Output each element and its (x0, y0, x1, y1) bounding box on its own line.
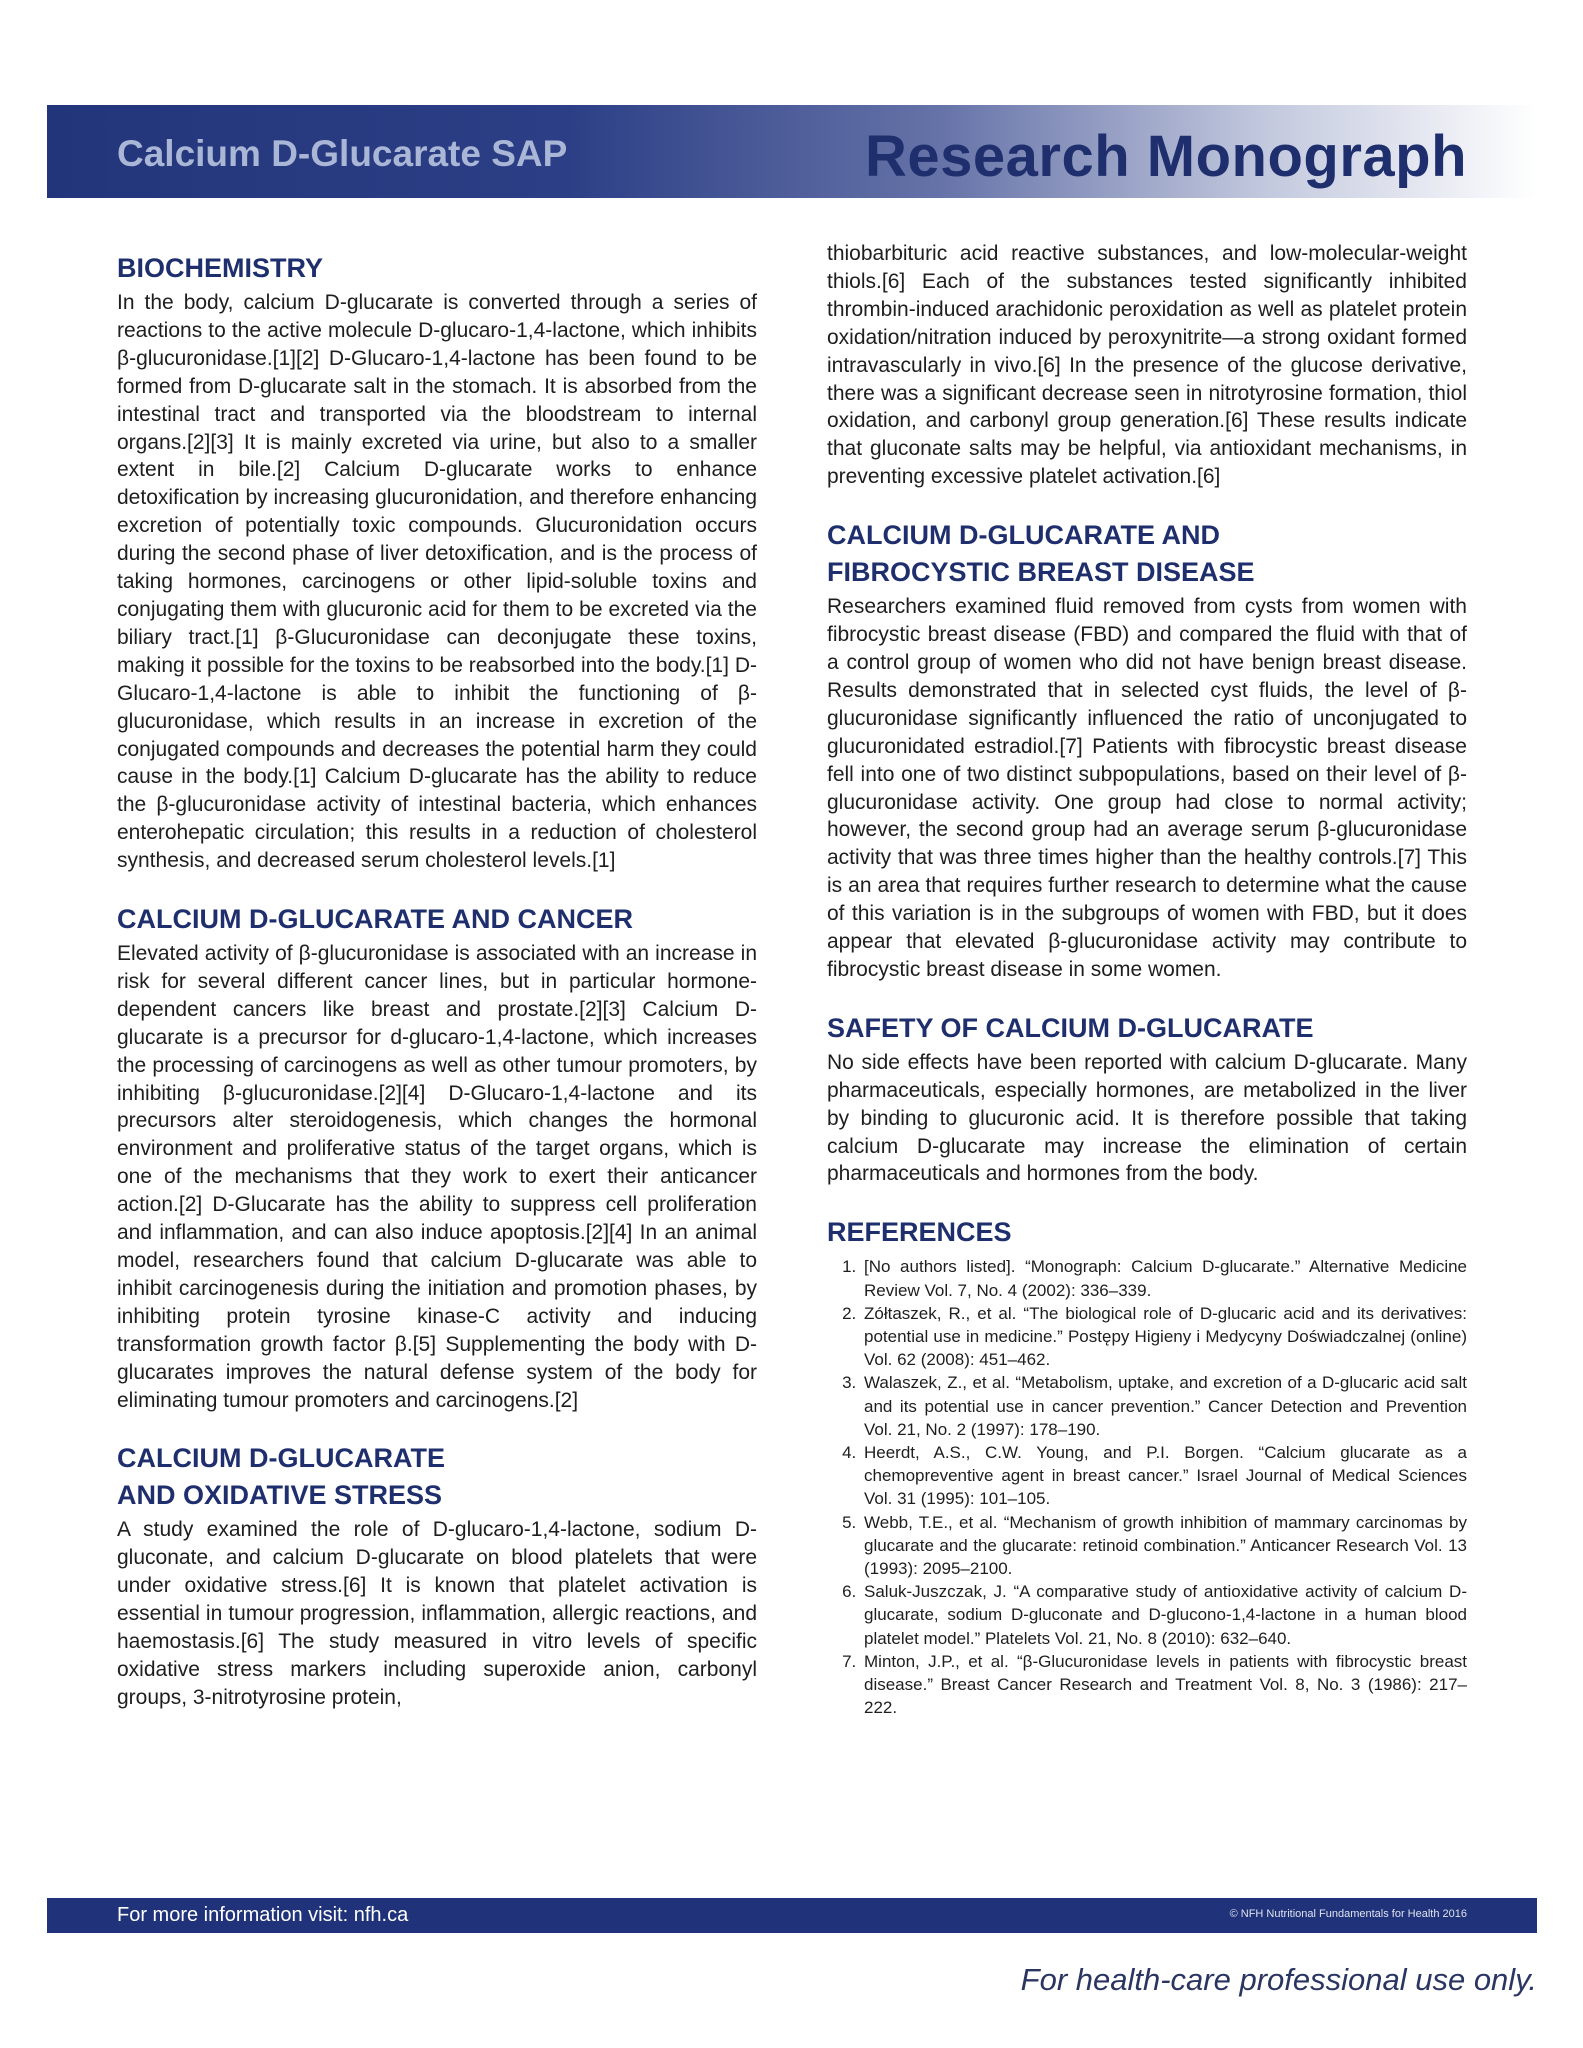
reference-item: 6. Saluk-Juszczak, J. “A comparative study of antioxidative activity of calcium D-glucarate, sodium D-gluconate and D-glucono-1,4-lactone in a human blood platelet model.” Platelets Vol. 21, No. 8 (2010): 632–640. (861, 1580, 1467, 1650)
text-fbd: Researchers examined fluid removed from cysts from women with fibrocystic breast disease (FBD) and compared the fluid with that of a control group of women who did not have benign breast disease. Results demonstrated that in selected cyst fluids, the level of β-glucuronidase significantly influenced the ratio of unconjugated to glucuronidated estradiol.[7] Patients with fibrocystic breast disease fell into one of two distinct subpopulations, based on their level of β-glucuronidase activity. One group had close to normal activity; however, the second group had an average serum β-glucuronidase activity that was three times higher than the healthy controls.[7] This is an area that requires further research to determine what the cause of this variation is in the subgroups of women with FBD, but it does appear that elevated β-glucuronidase activity may contribute to fibrocystic breast disease in some women. (827, 595, 1467, 981)
section-biochemistry (117, 250, 757, 875)
section-safety (827, 1010, 1467, 1189)
heading-oxidative-stress (117, 1440, 757, 1514)
section-oxidative-stress (117, 1440, 757, 1711)
footer-info: For more information visit: nfh.ca (117, 1904, 409, 1926)
reference-item: 4. Heerdt, A.S., C.W. Young, and P.I. Borgen. “Calcium glucarate as a chemopreventive agent in breast cancer.” Israel Journal of Medical Sciences Vol. 31 (1995): 101–105. (861, 1441, 1467, 1511)
heading-biochemistry: BIOCHEMISTRY (117, 253, 324, 283)
reference-item: 7. Minton, J.P., et al. “β-Glucuronidase levels in patients with fibrocystic breast disease.” Breast Cancer Research and Treatment Vol. 8, No. 3 (1986): 217–222. (861, 1650, 1467, 1720)
section-oxidative-continued (827, 240, 1467, 491)
left-column (117, 250, 757, 1738)
section-fbd (827, 517, 1467, 984)
heading-references: REFERENCES (827, 1217, 1012, 1248)
reference-item: 5. Webb, T.E., et al. “Mechanism of growth inhibition of mammary carcinomas by glucarate and the glucarate: retinoid combination.” Anticancer Research Vol. 13 (1993): 2095–2100. (861, 1511, 1467, 1581)
right-column (827, 240, 1467, 1745)
heading-fbd (827, 517, 1467, 591)
reference-item: 1. [No authors listed]. “Monograph: Calcium D-glucarate.” Alternative Medicine Review Vol. 7, No. 4 (2002): 336–339. (861, 1255, 1467, 1301)
heading-fbd-line2: FIBROCYSTIC BREAST DISEASE (827, 557, 1255, 588)
document-title: Research Monograph (865, 124, 1467, 189)
footer-band (47, 1898, 1537, 1933)
heading-cancer: CALCIUM D-GLUCARATE AND CANCER (117, 904, 633, 935)
text-safety: No side effects have been reported with calcium D-glucarate. Many pharmaceuticals, especially hormones, are metabolized in the liver by binding to glucuronic acid. It is therefore possible that taking calcium D-glucarate may increase the elimination of certain pharmaceuticals and hormones from the body. (827, 1050, 1467, 1186)
text-oxidative-continued: thiobarbituric acid reactive substances, and low-molecular-weight thiols.[6] Each of the substances tested significantly inhibited thrombin-induced arachidonic peroxidation as well as platelet protein oxidation/nitration induced by peroxynitrite—a strong oxidant formed intravascularly in vivo.[6] In the presence of the glucose derivative, there was a significant decrease seen in nitrotyrosine formation, thiol oxidation, and carbonyl group generation.[6] These results indicate that gluconate salts may be helpful, via antioxidant mechanisms, in preventing excessive platelet activation.[6] (827, 242, 1467, 489)
professional-use-disclaimer: For health-care professional use only. (1020, 1962, 1537, 1997)
heading-safety: SAFETY OF CALCIUM D-GLUCARATE (827, 1012, 1314, 1043)
header-band (47, 105, 1537, 198)
section-cancer (117, 901, 757, 1414)
product-name: Calcium D-Glucarate SAP (117, 133, 568, 174)
footer-copyright: © NFH Nutritional Fundamentals for Health 2016 (1229, 1908, 1467, 1920)
section-references (827, 1214, 1467, 1719)
text-cancer: Elevated activity of β-glucuronidase is associated with an increase in risk for several different cancer lines, but in particular hormone-dependent cancers like breast and prostate.[2][3] Calcium D-glucarate is a precursor for d-glucaro-1,4-lactone, which increases the processing of carcinogens as well as other tumour promoters, by inhibiting β-glucuronidase.[2][4] D-Glucaro-1,4-lactone and its precursors alter steroidogenesis, which changes the hormonal environment and proliferative status of the target organs, which is one of the mechanisms that they work to exert their anticancer action.[2] D-Glucarate has the ability to suppress cell proliferation and inflammation, and can also induce apoptosis.[2][4] In an animal model, researchers found that calcium D-glucarate was able to inhibit carcinogenesis during the initiation and promotion phases, by inhibiting protein tyrosine kinase-C activity and inducing transformation growth factor β.[5] Supplementing the body with D-glucarates improves the natural defense system of the body for eliminating tumour promoters and carcinogens.[2] (117, 942, 757, 1412)
heading-oxidative-line2: AND OXIDATIVE STRESS (117, 1480, 443, 1511)
heading-fbd-line1: CALCIUM D-GLUCARATE AND (827, 520, 1220, 551)
reference-item: 2. Zółtaszek, R., et al. “The biological role of D-glucaric acid and its derivatives: potential use in medicine.” Postępy Higieny i Medycyny Doświadczalnej (online) Vol. 62 (2008): 451–462. (861, 1302, 1467, 1372)
reference-item: 3. Walaszek, Z., et al. “Metabolism, uptake, and excretion of a D-glucaric acid salt and its potential use in cancer prevention.” Cancer Detection and Prevention Vol. 21, No. 2 (1997): 178–190. (861, 1371, 1467, 1441)
reference-list (827, 1255, 1467, 1719)
heading-oxidative-line1: CALCIUM D-GLUCARATE (117, 1443, 445, 1474)
text-biochemistry: In the body, calcium D-glucarate is converted through a series of reactions to the active molecule D-glucaro-1,4-lactone, which inhibits β-glucuronidase.[1][2] D-Glucaro-1,4-lactone has been found to be formed from D-glucarate salt in the stomach. It is absorbed from the intestinal tract and transported via the bloodstream to internal organs.[2][3] It is mainly excreted via urine, but also to a smaller extent in bile.[2] Calcium D-glucarate works to enhance detoxification by increasing glucuronidation, and therefore enhancing excretion of potentially toxic compounds. Glucuronidation occurs during the second phase of liver detoxification, and is the process of taking hormones, carcinogens or other lipid-soluble toxins and conjugating them with glucuronic acid for them to be excreted via the biliary tract.[1] β-Glucuronidase can deconjugate these toxins, making it possible for the toxins to be reabsorbed into the body.[1] D-Glucaro-1,4-lactone is able to inhibit the functioning of β-glucuronidase, which results in an increase in excretion of the conjugated compounds and decreases the potential harm they could cause in the body.[1] Calcium D-glucarate has the ability to reduce the β-glucuronidase activity of intestinal bacteria, which enhances enterohepatic circulation; this results in a reduction of cholesterol synthesis, and decreased serum cholesterol levels.[1] (117, 291, 757, 873)
text-oxidative-stress: A study examined the role of D-glucaro-1,4-lactone, sodium D-gluconate, and calcium D-glucarate on blood platelets that were under oxidative stress.[6] It is known that platelet activation is essential in tumour progression, inflammation, allergic reactions, and haemostasis.[6] The study measured in vitro levels of specific oxidative stress markers including superoxide anion, carbonyl groups, 3-nitrotyrosine protein, (117, 1518, 757, 1709)
